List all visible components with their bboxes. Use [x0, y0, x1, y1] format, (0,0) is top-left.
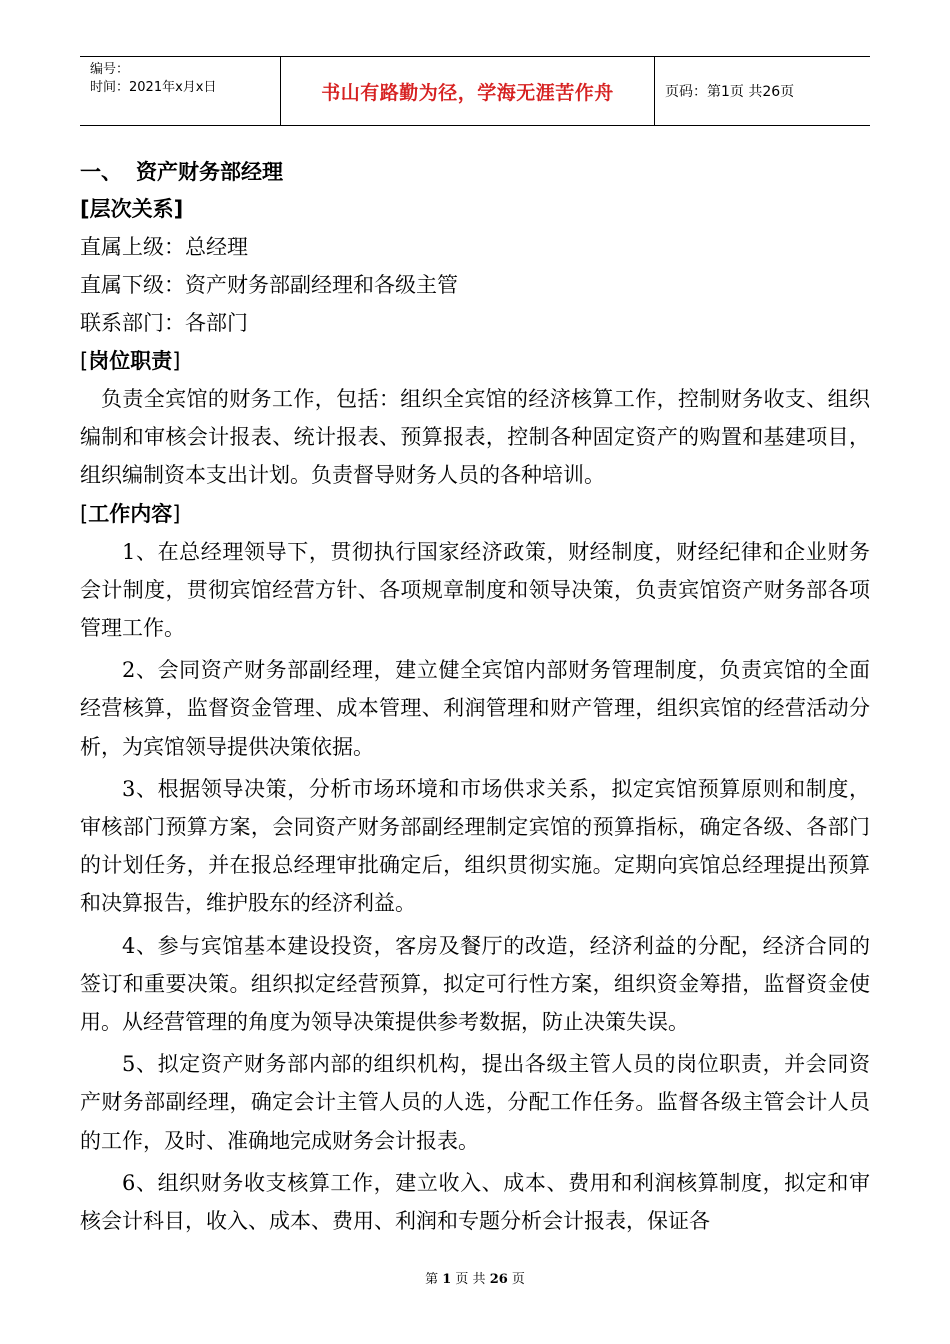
document-number-label: 编号：: [90, 62, 130, 77]
footer-current-page: 1: [442, 1272, 452, 1287]
document-body: [80, 154, 870, 1240]
work-open-bracket: [: [80, 501, 89, 526]
page-header: [80, 56, 870, 126]
hierarchy-heading: [层次关系]: [80, 197, 184, 221]
work-item-3: 3、根据领导决策，分析市场环境和市场供求关系，拟定宾馆预算原则和制度，审核部门预算方案，会同资产财务部副经理制定宾馆的预算指标，确定各级、各部门的计划任务，并在报总经理审批确定后，组织贯彻实施。定期向宾馆总经理提出预算和决算报告，维护股东的经济利益。: [80, 776, 870, 916]
direct-subordinate: 直属下级：资产财务部副经理和各级主管: [80, 273, 458, 297]
section-title: [80, 154, 870, 190]
duties-heading-text: 岗位职责: [88, 349, 173, 373]
work-item-4: 4、参与宾馆基本建设投资，客房及餐厅的改造，经济利益的分配，经济合同的签订和重要决策。组织拟定经营预算，拟定可行性方案，组织资金筹措，监督资金使用。从经营管理的角度为领导决策提供参考数据，防止决策失误。: [80, 933, 870, 1035]
work-item-5: 5、拟定资产财务部内部的组织机构，提出各级主管人员的岗位职责，并会同资产财务部副经理，确定会计主管人员的人选，分配工作任务。监督各级主管会计人员的工作，及时、准确地完成财务会计报表。: [80, 1052, 870, 1153]
work-item-6: 6、组织财务收支核算工作，建立收入、成本、费用和利润核算制度，拟定和审核会计科目，收入、成本、费用、利润和专题分析会计报表，保证各: [80, 1170, 870, 1234]
work-heading-text: 工作内容: [88, 501, 173, 526]
document-time: 时间：2021年x月x日: [90, 80, 217, 95]
page-footer: [0, 1268, 950, 1287]
work-heading: [80, 495, 870, 533]
footer-middle: 页 共: [455, 1272, 486, 1287]
footer-total-pages: 26: [489, 1272, 508, 1287]
contact-departments: 联系部门：各部门: [80, 311, 248, 335]
page-info-text: 页码：第1页 共26页: [665, 84, 795, 100]
direct-superior: 直属上级：总经理: [80, 235, 248, 259]
footer-suffix: 页: [511, 1272, 525, 1287]
duties-heading: [80, 342, 870, 380]
section-title-text: 资产财务部经理: [136, 160, 283, 184]
motto-text: 书山有路勤为径，学海无涯苦作舟: [321, 81, 614, 104]
work-close-bracket: ]: [172, 501, 181, 526]
footer-prefix: 第: [425, 1272, 439, 1287]
work-item-1: 1、在总经理领导下，贯彻执行国家经济政策，财经制度，财经纪律和企业财务会计制度，贯彻宾馆经营方针、各项规章制度和领导决策，负责宾馆资产财务部各项管理工作。: [80, 539, 870, 641]
duties-close-bracket: ]: [172, 349, 181, 373]
duties-paragraph: 负责全宾馆的财务工作，包括：组织全宾馆的经济核算工作，控制财务收支、组织编制和审核会计报表、统计报表、预算报表，控制各种固定资产的购置和基建项目，组织编制资本支出计划。负责督导财务人员的各种培训。: [80, 387, 870, 488]
duties-open-bracket: [: [80, 349, 89, 373]
header-motto: [280, 57, 655, 125]
work-item-2: 2、会同资产财务部副经理，建立健全宾馆内部财务管理制度，负责宾馆的全面经营核算，监督资金管理、成本管理、利润管理和财产管理，组织宾馆的经营活动分析，为宾馆领导提供决策依据。: [80, 658, 870, 759]
header-meta: [80, 57, 280, 125]
header-page-info: [655, 57, 870, 125]
section-number: 一、: [80, 160, 122, 184]
